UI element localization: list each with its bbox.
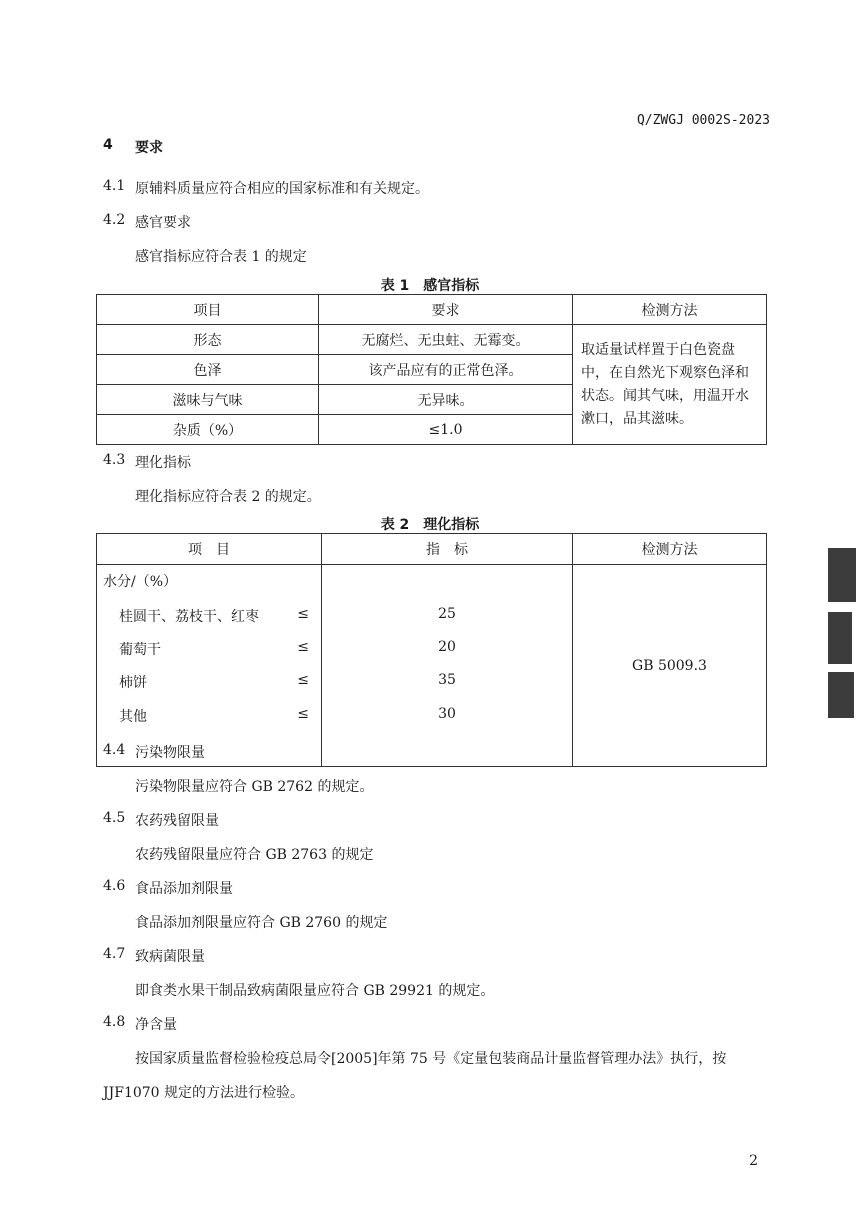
section-body: 按国家质量监督检验检疫总局令[2005]年第 75 号《定量包装商品计量监督管理办法》执行，按 [135, 1051, 727, 1067]
sensory-table [96, 294, 767, 445]
section-body: 污染物限量应符合 GB 2762 的规定。 [135, 779, 374, 795]
table2-value: 35 [438, 672, 456, 688]
section-title: 致病菌限量 [135, 949, 205, 965]
table1-header-method: 检测方法 [573, 295, 767, 325]
section-body: 感官指标应符合表 1 的规定 [135, 249, 307, 265]
table2-header-item: 项 目 [97, 534, 322, 565]
section-body: 农药残留限量应符合 GB 2763 的规定 [135, 847, 374, 863]
section-title: 污染物限量 [135, 745, 205, 761]
table1-cell-item: 杂质（%） [97, 415, 319, 445]
table2-value-column [322, 565, 573, 767]
document-code: Q/ZWGJ 0002S-2023 [636, 113, 770, 128]
section-number: 4.6 [103, 878, 126, 894]
page-number: 2 [749, 1153, 758, 1169]
section-number: 4 [103, 137, 113, 153]
section-body: 即食类水果干制品致病菌限量应符合 GB 29921 的规定。 [135, 983, 495, 999]
section-number: 4.4 [103, 742, 126, 758]
seal-edge-mark [828, 672, 854, 718]
seal-edge-mark [828, 548, 856, 602]
table1-caption: 表 1 感官指标 [380, 278, 480, 294]
table1-header-item: 项目 [97, 295, 319, 325]
table1-cell-item: 滋味与气味 [97, 385, 319, 415]
table1-cell-item: 色泽 [97, 355, 319, 385]
section-number: 4.2 [103, 212, 126, 228]
table2-header-indicator: 指 标 [322, 534, 573, 565]
table2-caption: 表 2 理化指标 [380, 517, 480, 533]
section-number: 4.5 [103, 810, 126, 826]
table2-header-method: 检测方法 [573, 534, 767, 565]
section-title: 食品添加剂限量 [135, 881, 233, 897]
table1-cell-requirement: ≤1.0 [319, 415, 573, 445]
section-title: 理化指标 [135, 455, 191, 471]
table1-cell-method: 取适量试样置于白色瓷盘中，在自然光下观察色泽和状态。闻其气味，用温开水漱口，品其滋味。 [573, 325, 767, 445]
table2-leq-symbol: ≤ [297, 639, 309, 655]
section-body: 理化指标应符合表 2 的规定。 [135, 489, 321, 505]
section-title: 农药残留限量 [135, 813, 219, 829]
table1-cell-requirement: 无异味。 [319, 385, 573, 415]
physicochemical-table [96, 533, 767, 767]
table1-cell-requirement: 无腐烂、无虫蛀、无霉变。 [319, 325, 573, 355]
table2-value: 30 [438, 706, 456, 722]
section-title: 要求 [135, 140, 163, 156]
section-title: 净含量 [135, 1017, 177, 1033]
moisture-label: 水分/（%） [103, 574, 178, 590]
table2-leq-symbol: ≤ [297, 706, 309, 722]
table2-item: 桂圆干、荔枝干、红枣 [119, 609, 259, 625]
section-title: 原辅料质量应符合相应的国家标准和有关规定。 [135, 181, 429, 197]
table1-cell-item: 形态 [97, 325, 319, 355]
table2-value: 25 [438, 606, 456, 622]
table1-cell-requirement: 该产品应有的正常色泽。 [319, 355, 573, 385]
section-number: 4.7 [103, 946, 126, 962]
table2-item: 其他 [119, 709, 147, 725]
section-title: 感官要求 [135, 215, 191, 231]
table2-item: 葡萄干 [119, 642, 161, 658]
table2-method: GB 5009.3 [573, 565, 767, 767]
section-body-continuation: JJF1070 规定的方法进行检验。 [103, 1085, 305, 1101]
section-number: 4.8 [103, 1014, 126, 1030]
section-number: 4.1 [103, 178, 126, 194]
table2-value: 20 [438, 639, 456, 655]
table2-leq-symbol: ≤ [297, 606, 309, 622]
table2-item: 柿饼 [119, 675, 147, 691]
section-body: 食品添加剂限量应符合 GB 2760 的规定 [135, 915, 388, 931]
table1-header-requirement: 要求 [319, 295, 573, 325]
section-number: 4.3 [103, 452, 126, 468]
table2-leq-symbol: ≤ [297, 672, 309, 688]
table2-item-column [97, 565, 322, 767]
seal-edge-mark [828, 612, 852, 664]
